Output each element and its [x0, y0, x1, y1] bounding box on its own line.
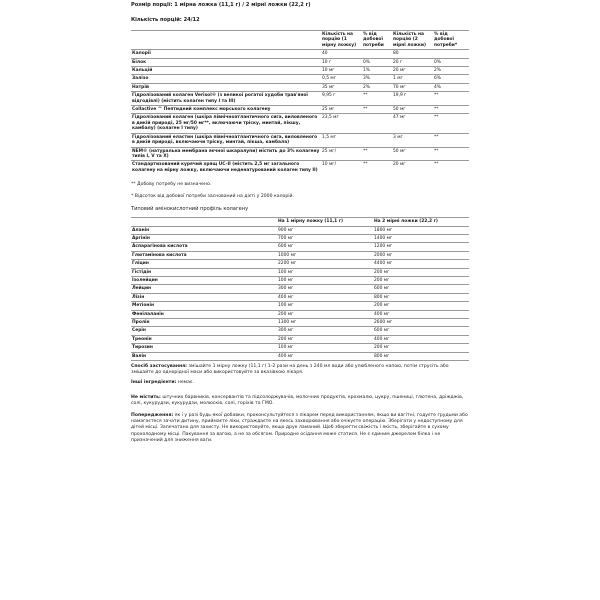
amino-row	[131, 344, 469, 352]
amino-row-value: 900 мг	[278, 227, 294, 233]
amino-row-header-cell	[131, 218, 277, 226]
amino-row-value: 700 мг	[278, 235, 294, 241]
nutrition-row	[131, 133, 469, 147]
amino-row-value: 1000 мг	[278, 252, 297, 258]
amino-row	[131, 260, 469, 268]
product-info-page	[131, 0, 469, 444]
nutrition-row-value: **	[434, 162, 439, 168]
nutrition-row-value: 80	[393, 51, 399, 57]
nutrition-row-value	[433, 50, 469, 58]
amino-row-value: 600 мг	[278, 244, 294, 250]
nutrition-row	[131, 106, 469, 114]
nutrition-row-value: **	[363, 148, 368, 154]
nutrition-table	[131, 30, 469, 174]
nutrition-row-value: 47 мг	[393, 115, 406, 121]
amino-row-label: Гістідін	[132, 269, 152, 275]
nutrition-row	[131, 147, 469, 161]
amino-row-value: 1800 мг	[374, 227, 393, 233]
nutrition-row-header	[131, 31, 469, 50]
nutrition-row-value: 19,9 г	[393, 93, 407, 99]
amino-row	[131, 234, 469, 242]
amino-row-label: Тирозин	[132, 345, 153, 351]
nutrition-row-value: 50 мг	[393, 107, 406, 113]
nutrition-row-value: **	[363, 107, 368, 113]
free-from-text	[131, 395, 469, 407]
nutrition-row-value: 23,5 мг	[322, 115, 339, 121]
nutrition-row-label: Collactive ™ Пептидний комплекс морського колагену	[132, 107, 271, 113]
nutrition-row-label: Залізо	[132, 76, 149, 82]
amino-row-label: Гліцин	[132, 261, 149, 267]
amino-row-label: Метіонін	[132, 303, 154, 309]
amino-row-value: 2600 мг	[374, 320, 393, 325]
amino-row-label: Аргінін	[132, 235, 150, 241]
ingredients-label: Інші інгредієнти:	[131, 380, 177, 386]
free-from-label: Не містить:	[131, 394, 161, 400]
nutrition-row-header-cell: Кількість на порцію (1 мірну ложку)	[322, 32, 357, 48]
nutrition-row	[131, 92, 469, 106]
amino-table	[131, 217, 469, 360]
nutrition-row-value	[362, 50, 392, 58]
nutrition-row-value: **	[363, 93, 368, 99]
amino-row-value: 2000 мг	[374, 252, 393, 258]
nutrition-row-header-cell	[131, 31, 321, 50]
free-from-body: штучних барвників, консервантів та підсолоджувачів, молочних продуктів, крохмалю, цукру, пшениці, глютена, дріжджів, солі, кукурудзи, кукурудзи, молюсків, солі, горіхів та ГМО.	[131, 394, 464, 406]
nutrition-row-value: 2%	[363, 84, 370, 90]
nutrition-row	[131, 114, 469, 133]
amino-row-value: 4400 мг	[374, 261, 393, 267]
nutrition-row-label: Гідролізований еластин (шкіра північноатлантичного сига, виловленого в дикій природі, включаючи тріску, минтай, пікша, камбала)	[132, 134, 318, 146]
amino-row-value: 300 мг	[278, 328, 294, 334]
amino-row-label: Валін	[132, 353, 147, 359]
nutrition-row-value: 10 мг	[322, 68, 335, 74]
nutrition-row-label: Калорії	[132, 51, 151, 57]
amino-row-label: Серін	[132, 328, 146, 334]
nutrition-row-label: Стандартизований курячий хрящ UC-II (містить 2,5 мг загального колагену на мірну ложку, включаючи неденатурований колаген типу ІІ)	[132, 162, 318, 173]
nutrition-row-header-cell: % від добової потреби*	[434, 32, 458, 48]
nutrition-row-value: 25 мг	[322, 107, 335, 113]
ingredients-body: немає.	[176, 380, 194, 386]
nutrition-row-value: 10 мг/	[322, 162, 337, 168]
amino-row-value: 100 мг	[278, 303, 294, 309]
warning-label: Попередження:	[131, 413, 174, 419]
amino-row-value: 300 мг	[278, 286, 294, 292]
amino-row-value: 800 мг	[374, 353, 390, 359]
amino-row-header-cell: На 1 мірну ложку (11,1 г)	[278, 219, 344, 225]
servings-count: Кількість порцій: 24/12	[131, 17, 200, 23]
amino-row-label: Лейцин	[132, 286, 152, 292]
nutrition-row-value: 9,95 г	[322, 93, 336, 99]
amino-row	[131, 268, 469, 276]
nutrition-row-value: 20 мг	[393, 162, 406, 168]
amino-row-value: 800 мг	[374, 294, 390, 300]
note-daily-value: * Відсоток від добової потреби заснований на дієті у 2000 калорій.	[131, 194, 294, 200]
nutrition-row-label: Білок	[132, 59, 147, 65]
amino-row-value: 200 мг	[374, 277, 390, 283]
amino-row	[131, 310, 469, 318]
amino-row	[131, 352, 469, 360]
amino-row-value: 200 мг	[374, 345, 390, 351]
nutrition-row-value: 6%	[434, 76, 441, 82]
amino-row-value: 400 мг	[374, 311, 390, 317]
nutrition-row-value: **	[434, 93, 439, 99]
amino-row-value: 400 мг	[278, 294, 294, 300]
amino-row-label: Лізін	[132, 294, 145, 300]
amino-row-value: 200 мг	[374, 269, 390, 275]
usage-text	[131, 364, 469, 376]
amino-row-value: 400 мг	[278, 353, 294, 359]
amino-row-value: 1300 мг	[278, 320, 297, 325]
warning-text	[131, 413, 469, 444]
nutrition-row-value: 2%	[434, 68, 441, 74]
nutrition-row-value	[362, 133, 392, 147]
nutrition-row-label: NEM® (натуральна мембрана яєчної шкаралупи) містить до 3% колагену типів І, V та Х)	[132, 148, 320, 159]
nutrition-row-value: **	[434, 115, 439, 121]
nutrition-row-value: 70 мг	[393, 84, 406, 90]
nutrition-row-header-cell: Кількість на порцію (2 мірні ложки)	[393, 32, 426, 48]
nutrition-row-label: Натрій	[132, 84, 149, 90]
amino-row-label: Глютамінова кислота	[132, 252, 187, 258]
nutrition-row-value: 1,5 мг	[322, 134, 336, 140]
nutrition-row-label: Кальцій	[132, 68, 153, 74]
amino-row-label: Аспарагінова кислота	[132, 244, 188, 250]
nutrition-row-value: 10 г	[322, 59, 332, 65]
amino-row	[131, 226, 469, 234]
amino-row-value: 1200 мг	[374, 244, 393, 250]
note-not-defined: ** Добову потребу не визначено.	[131, 182, 212, 188]
nutrition-row-value	[362, 114, 392, 133]
nutrition-row-value: 1%	[363, 68, 370, 74]
nutrition-row-value: 4%	[434, 84, 441, 90]
amino-row	[131, 285, 469, 293]
nutrition-row	[131, 83, 469, 91]
serving-size: Розмір порції: 1 мірна ложка (11,1 г) / 2 мірні ложки (22,2 г)	[131, 2, 311, 8]
usage-label: Спосіб застосування:	[131, 364, 187, 370]
nutrition-row-value: 40	[322, 51, 328, 57]
amino-row	[131, 327, 469, 335]
amino-row-value: 100 мг	[278, 277, 294, 283]
nutrition-row-value: 1 мг	[393, 76, 403, 82]
nutrition-row-value: 3%	[363, 76, 370, 82]
nutrition-row	[131, 75, 469, 83]
amino-row-value: 100 мг	[278, 269, 294, 275]
amino-row-value: 200 мг	[278, 311, 294, 317]
nutrition-row	[131, 161, 469, 174]
amino-profile-title: Типовий амінокислотний профіль колагену	[131, 206, 249, 213]
nutrition-row-label: Гідролізований колаген (шкіра північноатлантичного сига, виловленого в дикій природі, 25 мг/50 мг**, включаючи тріску, минтай, пікшу, камбалу) (колаген І типу)	[132, 115, 318, 132]
amino-row-value: 200 мг	[278, 336, 294, 342]
nutrition-row-value: **	[434, 148, 439, 154]
nutrition-row-value: 0%	[434, 59, 441, 65]
amino-row	[131, 335, 469, 343]
amino-row-header-cell: На 2 мірні ложки (22,2 г)	[374, 219, 438, 225]
nutrition-row-value: 0%	[363, 59, 370, 65]
amino-row-value: 2200 мг	[278, 261, 297, 267]
nutrition-row-value: 3 мг	[393, 134, 403, 140]
amino-row	[131, 319, 469, 327]
nutrition-row-value: 20 г	[393, 59, 403, 65]
warning-body: як і у разі будь-якої добавки, проконсультуйтеся з лікарем перед використанням, якщо ви вагітні, годуєте грудьми або намагаєтеся зачати дитину, приймаєте ліки, страждаєте на якесь захворювання або очікуєте операцію. Зберігати у недоступному для дітей місці. Запечатано для захисту. Не використовуйте, якщо друк ламаний. Щоб зберегти свіжість і якість, зберігайте в сухому прохолодному місці. Пакування за вагою, а не за обсягом. Природне осідання може статися. Не є єдиним джерелом білка і не призначений для зниження ваги.	[131, 413, 468, 443]
nutrition-row-value: 25 мг/	[322, 148, 337, 154]
nutrition-row	[131, 58, 469, 66]
nutrition-row-label: Гідролізований колаген Verisol® (з великої рогатої худоби трав'яної відгодівлі) (містить колаген типу І та ІІІ)	[132, 93, 308, 104]
amino-row-label: Треонін	[132, 336, 152, 342]
nutrition-row-value: 0,5 мг	[322, 76, 336, 82]
amino-row-header	[131, 218, 469, 226]
nutrition-row-value: 50 мг	[393, 148, 406, 154]
nutrition-row-value: **	[434, 134, 439, 140]
amino-row-value: 200 мг	[374, 303, 390, 309]
amino-row-label: Аланін	[132, 227, 150, 233]
amino-row-label: Ізолейцин	[132, 277, 158, 283]
nutrition-row-value: 20 мг	[393, 68, 406, 74]
usage-body: змішайте 1 мірну ложку (11,1 г) 1-2 рази на день з 240 мл води або улюбленого напою, потім струсіть або змішайте до однорідної маси або використовуйте за вказівкою лікаря.	[131, 364, 449, 376]
amino-row	[131, 276, 469, 284]
amino-row-label: Пролін	[132, 320, 150, 325]
amino-row-value: 600 мг	[374, 286, 390, 292]
amino-row	[131, 243, 469, 251]
nutrition-row-value: **	[434, 107, 439, 113]
amino-row-value: 100 мг	[278, 345, 294, 351]
ingredients-text	[131, 380, 469, 386]
nutrition-row	[131, 67, 469, 75]
amino-row-value: 400 мг	[374, 336, 390, 342]
amino-row	[131, 293, 469, 301]
amino-row	[131, 251, 469, 259]
nutrition-row	[131, 50, 469, 58]
nutrition-row-value: **	[363, 162, 368, 168]
amino-row-value: 1400 мг	[374, 235, 393, 241]
amino-row	[131, 302, 469, 310]
amino-row-value: 600 мг	[374, 328, 390, 334]
nutrition-row-header-cell: % від добової потреби	[363, 32, 384, 48]
amino-row-label: Фенілаланін	[132, 311, 164, 317]
nutrition-row-value: 35 мг	[322, 84, 335, 90]
